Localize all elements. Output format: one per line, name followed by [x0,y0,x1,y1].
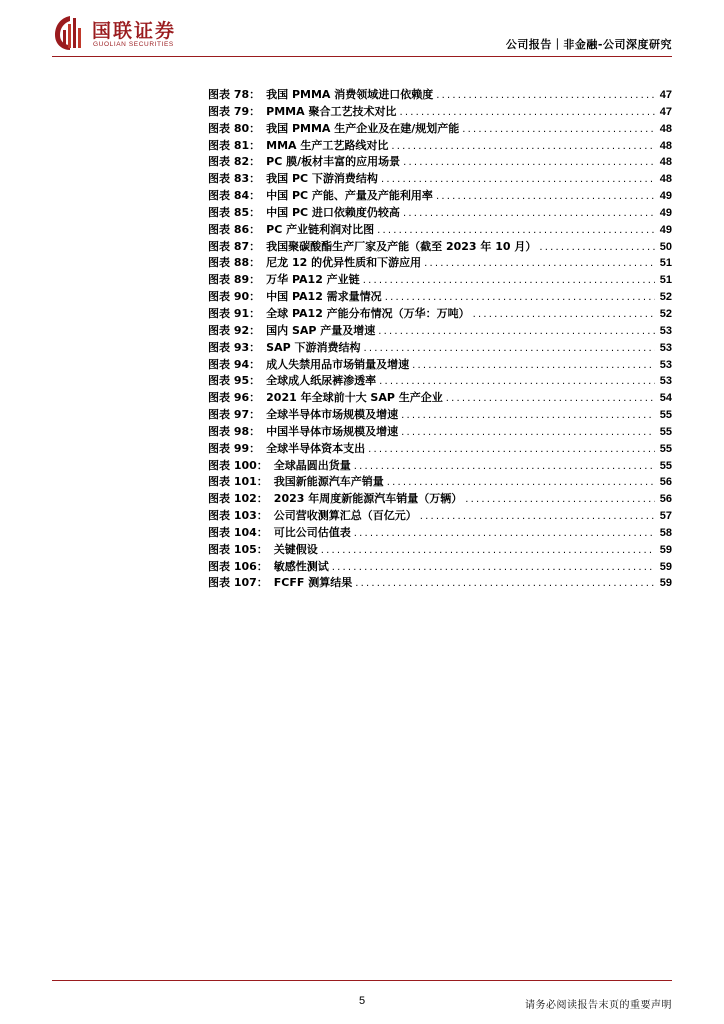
figure-title: PMMA 聚合工艺技术对比 [266,104,397,118]
guolian-logo-icon [52,14,88,52]
figure-label: 图表 84： [208,189,261,203]
figure-list-item[interactable] [208,187,672,204]
figure-label: 图表 96： [208,391,261,405]
figure-title: 万华 PA12 产业链 [266,273,360,287]
figure-title: 全球半导体市场规模及增速 [266,408,399,422]
dot-leader [401,427,655,438]
figure-list-item[interactable] [208,389,672,406]
figure-list-item[interactable] [208,137,672,154]
figure-page-number: 59 [659,543,672,556]
figure-label: 图表 87： [208,239,261,253]
figure-label: 图表 91： [208,306,261,320]
figure-page-number: 48 [659,122,672,135]
dot-leader [401,410,655,421]
figure-list-item[interactable] [208,204,672,221]
company-logo [52,14,192,54]
figure-page-number: 55 [659,409,672,422]
figure-label: 图表 98： [208,424,261,438]
figure-list-item[interactable] [208,254,672,271]
figure-list-item[interactable] [208,574,672,591]
figure-title: 中国 PC 产能、产量及产能利用率 [266,189,433,203]
page-header [0,0,724,60]
figure-list-item[interactable] [208,440,672,457]
dot-leader [354,528,655,539]
figure-title: 中国半导体市场规模及增速 [266,424,399,438]
logo-chinese-name: 国联证券 [92,20,177,42]
figure-label: 图表 86： [208,222,261,236]
dot-leader [355,578,655,589]
figure-list-item[interactable] [208,238,672,255]
figure-label: 图表 100： [208,458,268,472]
figure-label: 图表 103： [208,509,268,523]
dot-leader [446,393,655,404]
figure-title: 我国聚碳酸酯生产厂家及产能（截至 2023 年 10 月） [266,239,537,253]
figure-label: 图表 85： [208,205,261,219]
figure-label: 图表 90： [208,290,261,304]
figure-page-number: 49 [659,223,672,236]
dot-leader [424,258,655,269]
dot-leader [420,511,655,522]
dot-leader [539,242,655,253]
dot-leader [377,225,655,236]
figure-label: 图表 83： [208,172,261,186]
footer-divider [52,980,672,981]
figure-label: 图表 102： [208,492,268,506]
dot-leader [368,444,655,455]
figure-page-number: 49 [659,190,672,203]
dot-leader [387,477,655,488]
figure-title: SAP 下游消费结构 [266,340,361,354]
figure-page-number: 47 [659,89,672,101]
figure-title: 全球 PA12 产能分布情况（万华：万吨） [266,306,470,320]
figure-label: 图表 89： [208,273,261,287]
figure-page-number: 53 [659,341,672,354]
figure-label: 图表 107： [208,576,268,590]
figure-label: 图表 95： [208,374,261,388]
figure-title: 关键假设 [273,542,318,556]
figure-label: 图表 81： [208,138,261,152]
figure-title: 公司营收测算汇总（百亿元） [273,509,417,523]
figure-page-number: 51 [659,257,672,270]
figure-label: 图表 104： [208,525,268,539]
figure-page-number: 50 [659,240,672,253]
dot-leader [385,292,655,303]
figure-list-item[interactable] [208,423,672,440]
logo-english-name: GUOLIAN SECURITIES [93,41,174,48]
figure-page-number: 55 [659,459,672,472]
dot-leader [354,461,655,472]
figure-page-number: 47 [659,105,672,118]
figure-title: 尼龙 12 的优异性质和下游应用 [266,256,422,270]
figure-page-number: 48 [659,173,672,186]
figure-title: 全球晶圆出货量 [273,458,351,472]
dot-leader [391,141,655,152]
figure-page-number: 55 [659,425,672,438]
figure-list-item[interactable] [208,271,672,288]
figure-page-number: 54 [659,392,672,405]
dot-leader [399,107,655,118]
figure-page-number: 52 [659,291,672,304]
figure-list-item[interactable] [208,541,672,558]
figure-title: 2021 年全球前十大 SAP 生产企业 [266,391,443,405]
figure-label: 图表 79： [208,104,261,118]
figure-label: 图表 99： [208,441,261,455]
figure-list [208,86,672,591]
figure-list-item[interactable] [208,288,672,305]
header-divider [52,56,672,57]
figure-page-number: 48 [659,156,672,169]
figure-label: 图表 94： [208,357,261,371]
figure-page-number: 55 [659,442,672,455]
figure-list-item[interactable] [208,406,672,423]
figure-list-item[interactable] [208,524,672,541]
figure-label: 图表 82： [208,155,261,169]
figure-title: 2023 年周度新能源汽车销量（万辆） [273,492,463,506]
figure-title: FCFF 测算结果 [273,576,353,590]
figure-page-number: 52 [659,307,672,320]
dot-leader [462,124,655,135]
footer-disclaimer: 请务必阅读报告末页的重要声明 [525,1000,672,1011]
figure-list-item[interactable] [208,221,672,238]
figure-list-item[interactable] [208,86,672,103]
figure-label: 图表 93： [208,340,261,354]
figure-list-item[interactable] [208,356,672,373]
figure-label: 图表 92： [208,323,261,337]
figure-title: 全球成人纸尿裤渗透率 [266,374,377,388]
dot-leader [465,494,655,505]
figure-title: PC 膜/板材丰富的应用场景 [266,155,401,169]
figure-list-item[interactable] [208,473,672,490]
figure-title: 可比公司估值表 [273,525,351,539]
figure-title: 敏感性测试 [273,559,329,573]
figure-list-item[interactable] [208,490,672,507]
dot-leader [412,360,655,371]
figure-label: 图表 105： [208,542,268,556]
figure-title: 我国 PC 下游消费结构 [266,172,378,186]
figure-list-item[interactable] [208,339,672,356]
dot-leader [473,309,655,320]
figure-list-item[interactable] [208,507,672,524]
figure-list-item[interactable] [208,372,672,389]
figure-page-number: 53 [659,358,672,371]
dot-leader [321,545,655,556]
figure-title: 中国 PA12 需求量情况 [266,290,382,304]
figure-list-item[interactable] [208,457,672,474]
figure-page-number: 48 [659,139,672,152]
dot-leader [403,208,655,219]
figure-list-item[interactable] [208,153,672,170]
dot-leader [363,343,655,354]
figure-title: MMA 生产工艺路线对比 [266,138,389,152]
figure-title: 国内 SAP 产量及增速 [266,323,376,337]
figure-page-number: 56 [659,493,672,506]
figure-page-number: 56 [659,476,672,489]
page-number: 5 [358,995,366,1007]
figure-list-item[interactable] [208,558,672,575]
figure-list-item[interactable] [208,322,672,339]
figure-page-number: 58 [659,526,672,539]
figure-page-number: 59 [659,560,672,573]
figure-label: 图表 106： [208,559,268,573]
dot-leader [379,376,655,387]
figure-page-number: 59 [659,577,672,590]
figure-title: 全球半导体资本支出 [266,441,366,455]
dot-leader [378,326,655,337]
figure-title: 成人失禁用品市场销量及增速 [266,357,410,371]
figure-label: 图表 97： [208,408,261,422]
figure-title: 我国 PMMA 消费领域进口依赖度 [266,88,434,101]
figure-page-number: 53 [659,375,672,388]
figure-label: 图表 88： [208,256,261,270]
figure-list-item[interactable] [208,120,672,137]
dot-leader [332,562,655,573]
figure-page-number: 57 [659,510,672,523]
figure-list-item[interactable] [208,103,672,120]
dot-leader [363,275,655,286]
figure-list-item[interactable] [208,305,672,322]
figure-title: 中国 PC 进口依赖度仍较高 [266,205,400,219]
figure-page-number: 53 [659,324,672,337]
figure-label: 图表 101： [208,475,268,489]
figure-title: PC 产业链利润对比图 [266,222,375,236]
figure-label: 图表 78： [208,88,261,101]
figure-label: 图表 80： [208,121,261,135]
figure-title: 我国 PMMA 生产企业及在建/规划产能 [266,121,460,135]
figure-title: 我国新能源汽车产销量 [273,475,384,489]
dot-leader [381,174,655,185]
figure-page-number: 51 [659,274,672,287]
figure-list-item[interactable] [208,170,672,187]
dot-leader [436,191,655,202]
dot-leader [403,157,655,168]
report-type: 公司报告｜非金融-公司深度研究 [505,38,672,51]
dot-leader [436,90,655,101]
figure-page-number: 49 [659,206,672,219]
